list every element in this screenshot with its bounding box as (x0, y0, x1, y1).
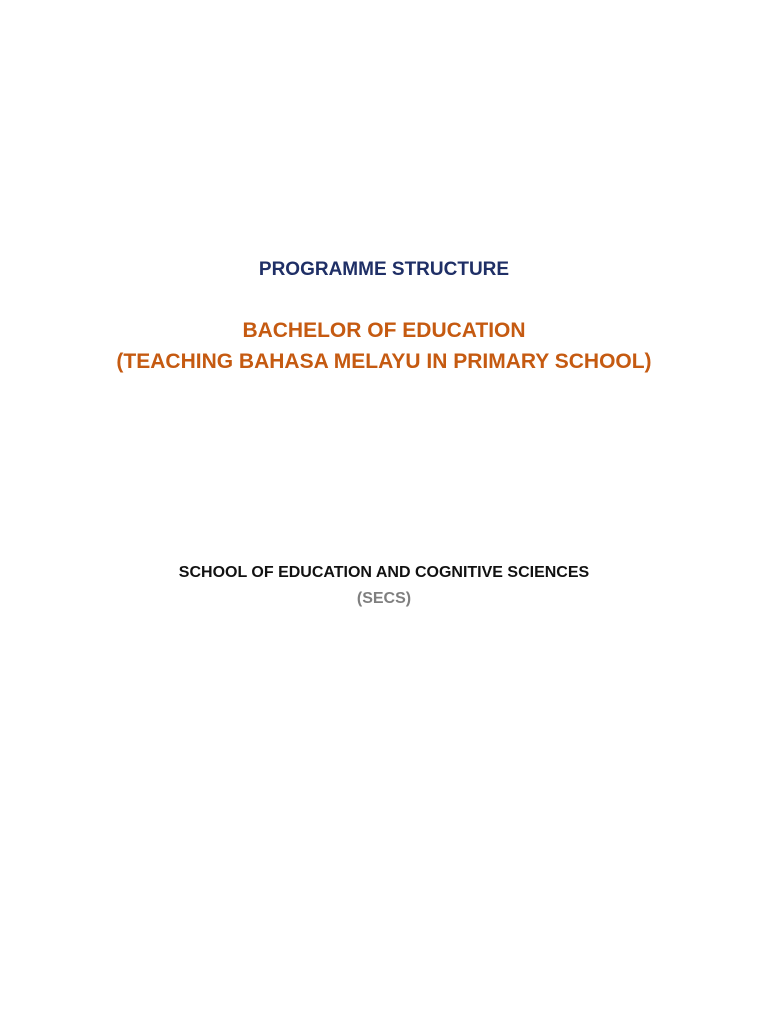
page-title: PROGRAMME STRUCTURE (258, 259, 510, 280)
degree-title: BACHELOR OF EDUCATION (242, 319, 526, 342)
school-name: SCHOOL OF EDUCATION AND COGNITIVE SCIENCES (178, 564, 590, 581)
specialization-subtitle: (TEACHING BAHASA MELAYU IN PRIMARY SCHOOL) (116, 350, 652, 373)
school-abbreviation: (SECS) (356, 590, 412, 607)
